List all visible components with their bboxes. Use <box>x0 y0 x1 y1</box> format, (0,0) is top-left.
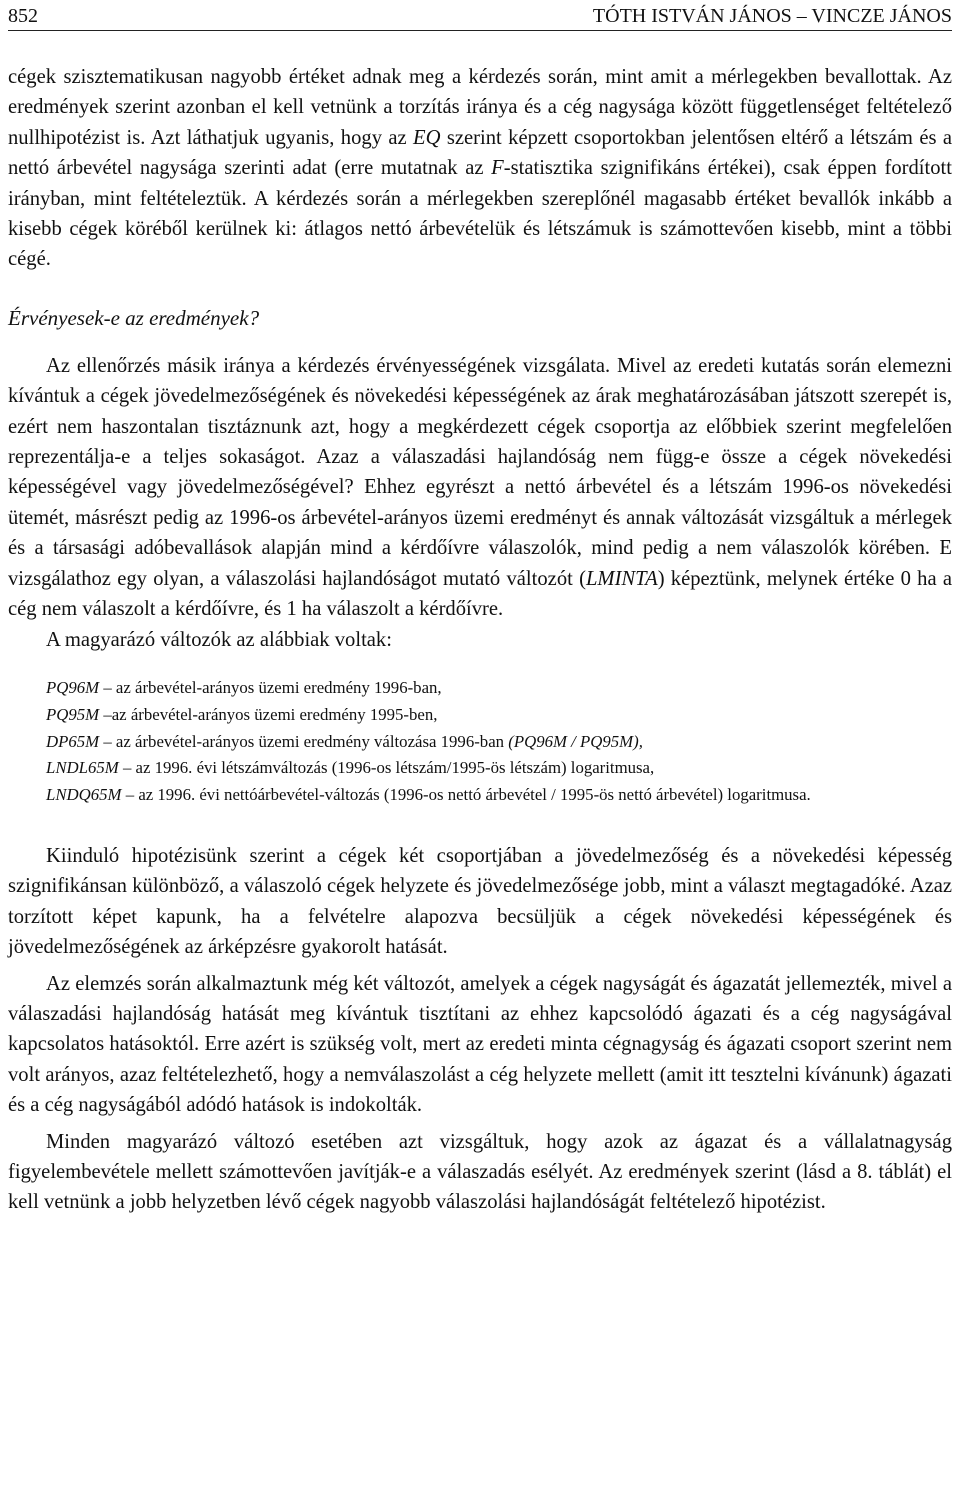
paragraph-1: cégek szisztematikusan nagyobb értéket adnak meg a kérdezés során, mint amit a mérlegekben bevallottak. Az eredmények szerint azonban el kell vetnünk a torzítás iránya és a cég nagysága között függetlenséget feltételező nullhipotézist is. Azt láthatjuk ugyanis, hogy az EQ szerint képzett csoportokban jelentősen eltérő a létszám és a nettó árbevétel nagysága szerinti adat (erre mutatnak az F-statisztika szignifikáns értékei), csak éppen fordított irányban, mint feltételeztük. A kérdezés során a mérlegekben szereplőnél magasabb értéket bevallók inkább a kisebb cégek köréből kerülnek ki: átlagos nettó árbevételük és létszámuk is számottevően kisebb, mint a többi cégé. <box>8 66 952 271</box>
variable-list <box>8 675 952 809</box>
variable-item: LNDQ65M – az 1996. évi nettóárbevétel-változás (1996-os nettó árbevétel / 1995-ös nettó árbevétel) logaritmusa. <box>46 785 811 805</box>
variable-item: PQ95M –az árbevétel-arányos üzemi eredmény 1995-ben, <box>46 704 438 724</box>
variable-item: LNDL65M – az 1996. évi létszámváltozás (1996-os létszám/1995-ös létszám) logaritmusa, <box>46 758 655 778</box>
section-heading: Érvényesek-e az eredmények? <box>8 305 260 330</box>
running-title: TÓTH ISTVÁN JÁNOS – VINCZE JÁNOS <box>592 5 952 27</box>
page-header <box>8 0 952 31</box>
page-number: 852 <box>8 5 38 27</box>
paragraph-2: Az ellenőrzés másik iránya a kérdezés érvényességének vizsgálata. Mivel az eredeti kutatás során elemezni kívántuk a cégek jövedelmezőségének és növekedési képességének az árak meghatározásában játszott szerepét is, ezért nem haszontalan tisztáznunk azt, hogy a megkérdezett cégek csoportja az előbbiek szerint megfelelően reprezentálja-e a teljes sokaságot. Azaz a válaszadási hajlandóság nem függ-e össze a cégek növekedési képességével vagy jövedelmezőségével? Ehhez egyrészt a nettó árbevétel és a létszám 1996-os növekedési ütemét, másrészt pedig az 1996-os árbevétel-arányos üzemi eredményt és annak változását vizsgáltuk a mérlegek és a társasági adóbevallások alapján mind a kérdőívre válaszolók, mind pedig a nem válaszolók körében. E vizsgálathoz egy olyan, a válaszolási hajlandóságot mutató változót (LMINTA) képeztünk, melynek értéke 0 ha a cég nem válaszolt a kérdőívre, és 1 ha válaszolt a kérdőívre. <box>8 354 953 621</box>
paragraph-3: A magyarázó változók az alábbiak voltak: <box>46 628 392 651</box>
paragraph-6: Minden magyarázó változó esetében azt vizsgáltuk, hogy azok az ágazat és a vállalatnagyság figyelembevétele mellett számottevően javítják-e a válaszadás esélyét. Az eredmények szerint (lásd a 8. táblát) el kell vetnünk a jobb helyzetben lévő cégek nagyobb válaszolási hajlandóságát feltételező hipotézist. <box>8 1130 952 1214</box>
f-variable: F <box>491 157 504 180</box>
variable-item: DP65M – az árbevétel-arányos üzemi eredmény változása 1996-ban (PQ96M / PQ95M), <box>46 731 643 751</box>
variable-item: PQ96M – az árbevétel-arányos üzemi eredmény 1996-ban, <box>46 677 442 697</box>
page-content <box>8 62 952 1218</box>
paragraph-5: Az elemzés során alkalmaztunk még két változót, amelyek a cégek nagyságát és ágazatát jellemezték, mivel a válaszadási hajlandóság hatását meg kívántuk tisztítani az ehhez kapcsolódó ágazati és a cég nagyságával kapcsolatos hatásoktól. Erre azért is szükség volt, mert az eredeti minta cégnagyság és ágazati csoport szerint nem volt arányos, azaz feltételezhető, hogy a nemválaszolást a cég helyzete mellett (amit itt tesztelni kívánunk) ágazati és a cég nagyságából adódó hatások is indokolták. <box>8 972 952 1117</box>
lminta-variable: LMINTA <box>585 567 658 590</box>
paragraph-4: Kiinduló hipotézisünk szerint a cégek két csoportjában a jövedelmezőség és a növekedési képesség szignifikánsan különböző, a válaszoló cégek helyzete és jövedelmezősége jobb, mint a választ megtagadóké. Azaz torzított képet kapunk, ha a felvételre alapozva becsüljük a cégek növekedési képességének és jövedelmezőségének az árképzésre gyakorolt hatását. <box>8 844 952 959</box>
eq-variable: EQ <box>413 126 441 149</box>
